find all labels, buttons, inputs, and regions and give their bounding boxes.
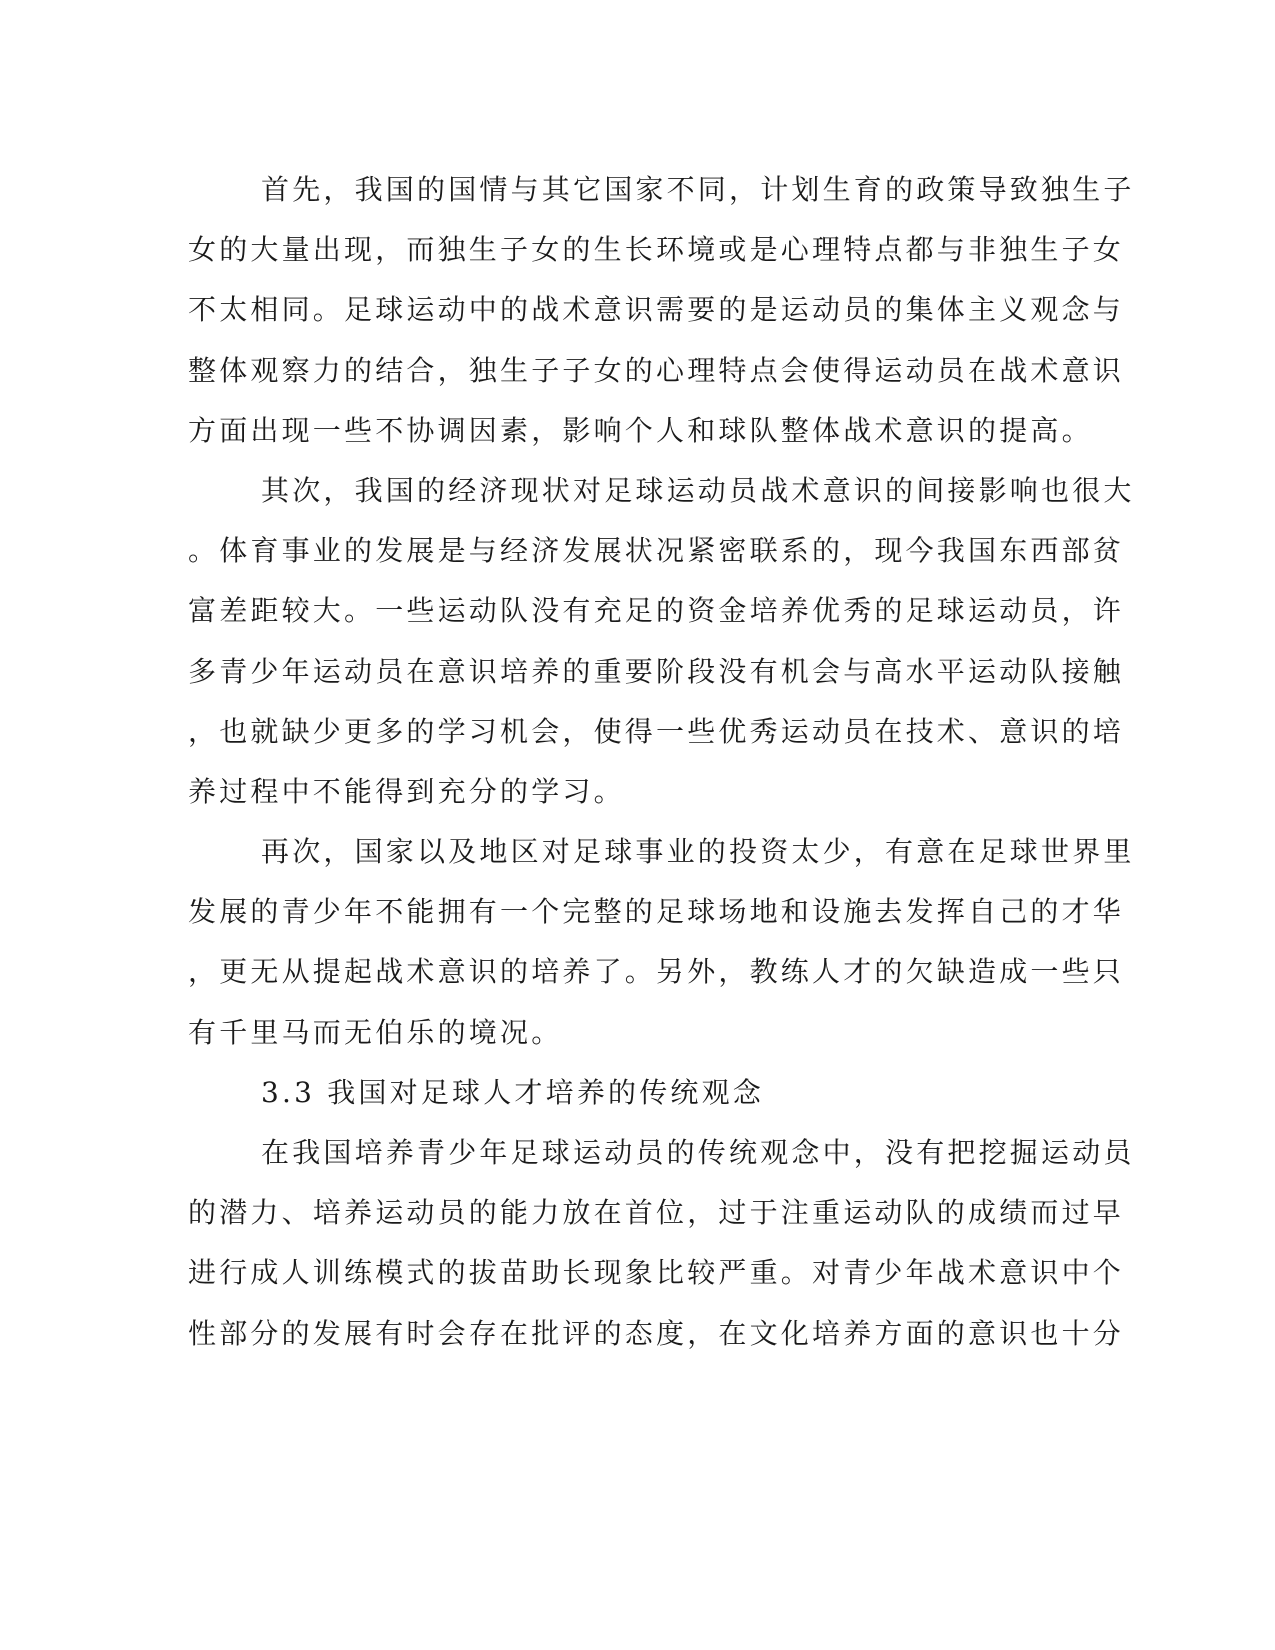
paragraph-line: 的潜力、培养运动员的能力放在首位，过于注重运动队的成绩而过早 xyxy=(188,1196,1125,1230)
paragraph-line: 其次，我国的经济现状对足球运动员战术意识的间接影响也很大 xyxy=(261,473,1135,507)
paragraph-line: 再次，国家以及地区对足球事业的投资太少，有意在足球世界里 xyxy=(261,835,1135,869)
paragraph-line: ，也就缺少更多的学习机会，使得一些优秀运动员在技术、意识的培 xyxy=(188,714,1125,748)
paragraph-2 xyxy=(188,461,1135,822)
paragraph-line: 发展的青少年不能拥有一个完整的足球场地和设施去发挥自己的才华 xyxy=(188,895,1125,929)
paragraph-line: 性部分的发展有时会存在批评的态度，在文化培养方面的意识也十分 xyxy=(188,1316,1125,1350)
paragraph-line: 方面出现一些不协调因素，影响个人和球队整体战术意识的提高。 xyxy=(188,413,1093,447)
paragraph-line: 多青少年运动员在意识培养的重要阶段没有机会与高水平运动队接触 xyxy=(188,654,1125,688)
paragraph-4 xyxy=(188,1123,1135,1364)
paragraph-line: 富差距较大。一些运动队没有充足的资金培养优秀的足球运动员，许 xyxy=(188,594,1125,628)
paragraph-line: 在我国培养青少年足球运动员的传统观念中，没有把挖掘运动员 xyxy=(261,1136,1135,1169)
paragraph-line: 不太相同。足球运动中的战术意识需要的是运动员的集体主义观念与 xyxy=(188,293,1125,327)
paragraph-3 xyxy=(188,822,1135,1063)
paragraph-line: 整体观察力的结合，独生子子女的心理特点会使得运动员在战术意识 xyxy=(188,353,1125,387)
paragraph-line: 有千里马而无伯乐的境况。 xyxy=(188,1015,563,1049)
section-heading-text: 3.3 我国对足球人才培养的传统观念 xyxy=(261,1075,765,1109)
paragraph-1 xyxy=(188,160,1135,461)
paragraph-line: 女的大量出现，而独生子女的生长环境或是心理特点都与非独生子女 xyxy=(188,233,1125,267)
paragraph-line: 首先，我国的国情与其它国家不同，计划生育的政策导致独生子 xyxy=(261,173,1135,206)
section-heading xyxy=(188,1063,1068,1123)
body-text xyxy=(188,160,1135,1364)
paragraph-line: 养过程中不能得到充分的学习。 xyxy=(188,774,625,808)
paragraph-line: 。体育事业的发展是与经济发展状况紧密联系的，现今我国东西部贫 xyxy=(188,534,1125,568)
paragraph-line: 进行成人训练模式的拔苗助长现象比较严重。对青少年战术意识中个 xyxy=(188,1256,1125,1290)
paragraph-line: ，更无从提起战术意识的培养了。另外，教练人才的欠缺造成一些只 xyxy=(188,955,1125,989)
